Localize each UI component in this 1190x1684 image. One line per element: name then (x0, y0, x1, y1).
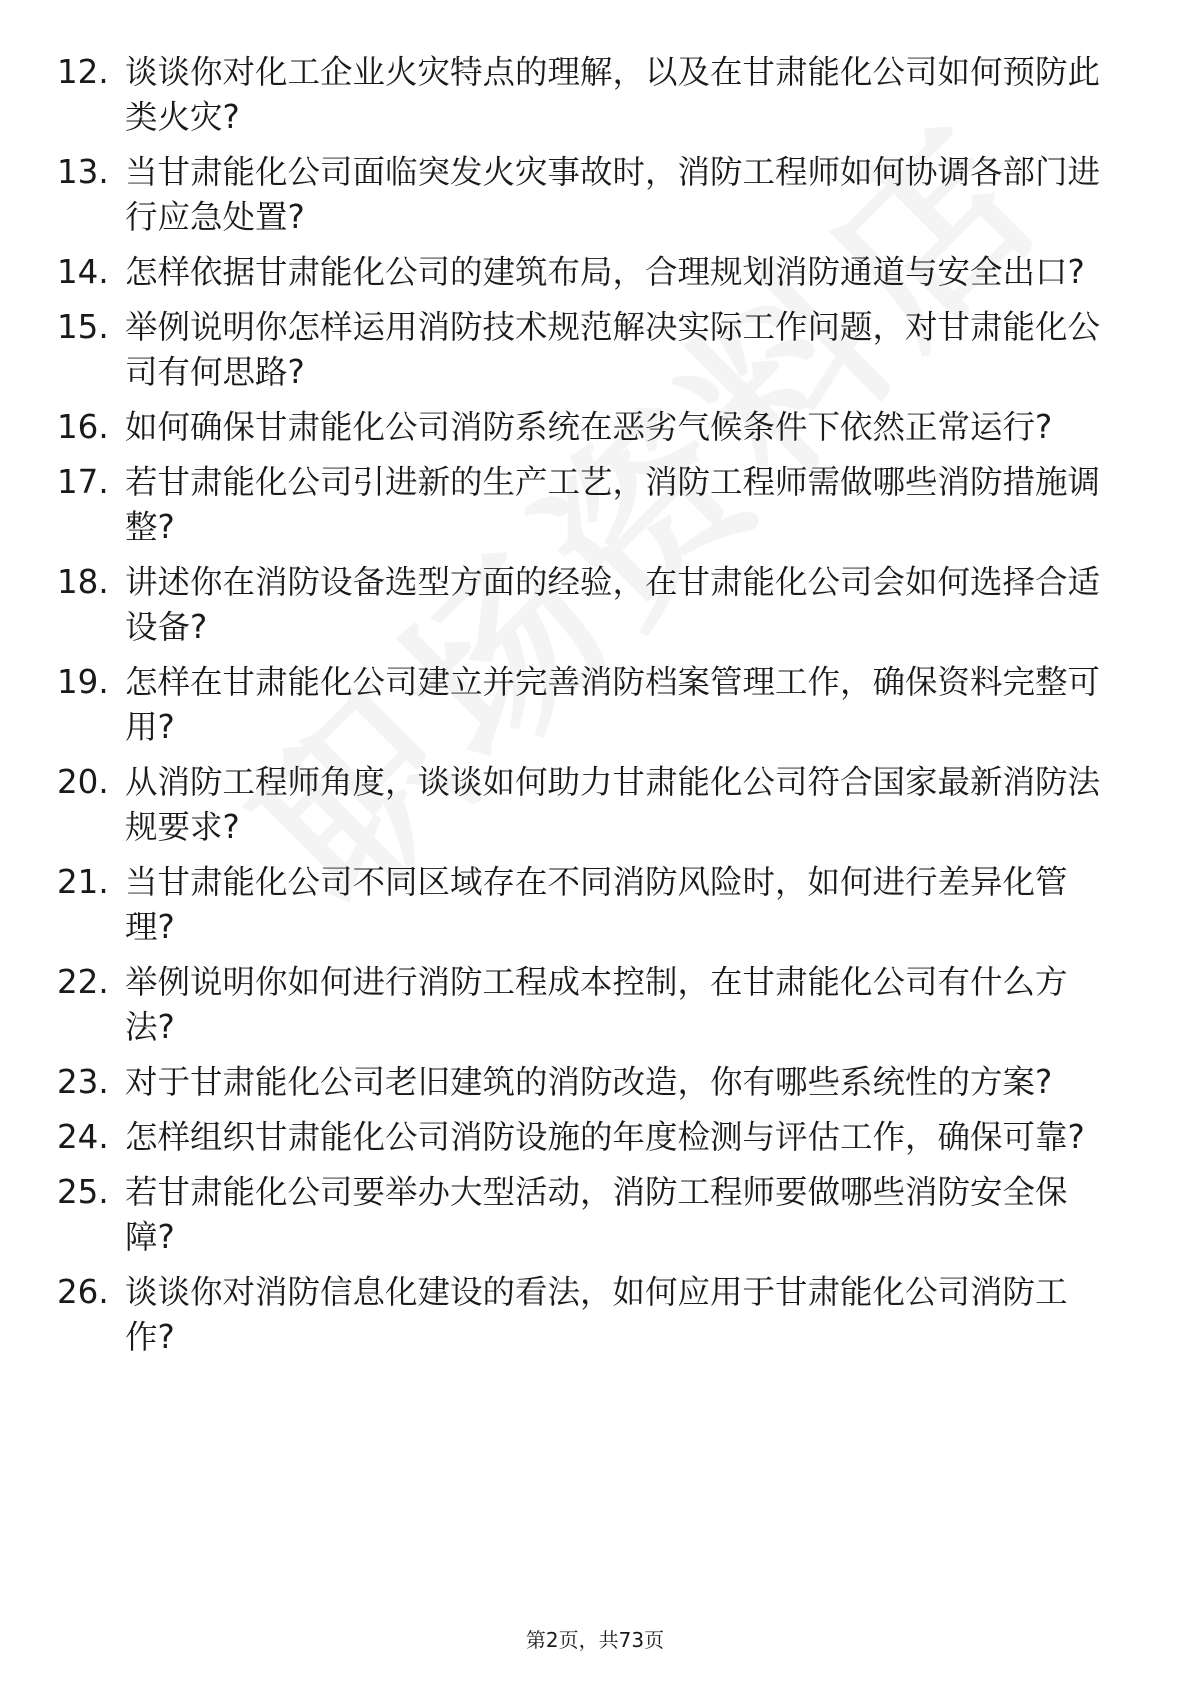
question-item (57, 1060, 1117, 1105)
question-number: 17. (57, 463, 109, 501)
question-text: 举例说明你怎样运用消防技术规范解决实际工作问题，对甘肃能化公司有何思路? (125, 308, 1101, 391)
question-item (57, 860, 1117, 950)
question-text: 谈谈你对化工企业火灾特点的理解，以及在甘肃能化公司如何预防此类火灾? (125, 53, 1101, 136)
question-text: 若甘肃能化公司要举办大型活动，消防工程师要做哪些消防安全保障? (125, 1173, 1068, 1256)
question-text: 当甘肃能化公司面临突发火灾事故时，消防工程师如何协调各部门进行应急处置? (125, 153, 1101, 236)
question-number: 16. (57, 408, 109, 446)
question-text: 从消防工程师角度，谈谈如何助力甘肃能化公司符合国家最新消防法规要求? (125, 763, 1101, 846)
question-number: 22. (57, 963, 109, 1001)
question-number: 13. (57, 153, 109, 191)
question-number: 21. (57, 863, 109, 901)
question-text: 若甘肃能化公司引进新的生产工艺，消防工程师需做哪些消防措施调整? (125, 463, 1101, 546)
question-number: 20. (57, 763, 109, 801)
question-item (57, 1115, 1117, 1160)
question-text: 怎样组织甘肃能化公司消防设施的年度检测与评估工作，确保可靠? (125, 1118, 1085, 1156)
question-number: 12. (57, 53, 109, 91)
question-item (57, 560, 1117, 650)
question-number: 25. (57, 1173, 109, 1211)
question-text: 如何确保甘肃能化公司消防系统在恶劣气候条件下依然正常运行? (125, 408, 1053, 446)
question-item (57, 405, 1117, 450)
question-text: 讲述你在消防设备选型方面的经验，在甘肃能化公司会如何选择合适设备? (125, 563, 1101, 646)
question-item (57, 50, 1117, 140)
question-item (57, 1270, 1117, 1360)
question-number: 15. (57, 308, 109, 346)
question-item (57, 250, 1117, 295)
question-number: 18. (57, 563, 109, 601)
question-item (57, 1170, 1117, 1260)
question-item (57, 305, 1117, 395)
question-number: 26. (57, 1273, 109, 1311)
question-text: 怎样在甘肃能化公司建立并完善消防档案管理工作，确保资料完整可用? (125, 663, 1101, 746)
question-number: 23. (57, 1063, 109, 1101)
question-number: 19. (57, 663, 109, 701)
question-list (57, 50, 1117, 1370)
question-item (57, 460, 1117, 550)
question-item (57, 150, 1117, 240)
question-text: 谈谈你对消防信息化建设的看法，如何应用于甘肃能化公司消防工作? (125, 1273, 1068, 1356)
question-text: 怎样依据甘肃能化公司的建筑布局，合理规划消防通道与安全出口? (125, 253, 1085, 291)
question-number: 24. (57, 1118, 109, 1156)
question-number: 14. (57, 253, 109, 291)
question-item (57, 660, 1117, 750)
page-footer: 第2页，共73页 (525, 1628, 665, 1652)
question-item (57, 960, 1117, 1050)
question-text: 当甘肃能化公司不同区域存在不同消防风险时，如何进行差异化管理? (125, 863, 1068, 946)
question-text: 举例说明你如何进行消防工程成本控制，在甘肃能化公司有什么方法? (125, 963, 1068, 1046)
question-text: 对于甘肃能化公司老旧建筑的消防改造，你有哪些系统性的方案? (125, 1063, 1053, 1101)
question-item (57, 760, 1117, 850)
